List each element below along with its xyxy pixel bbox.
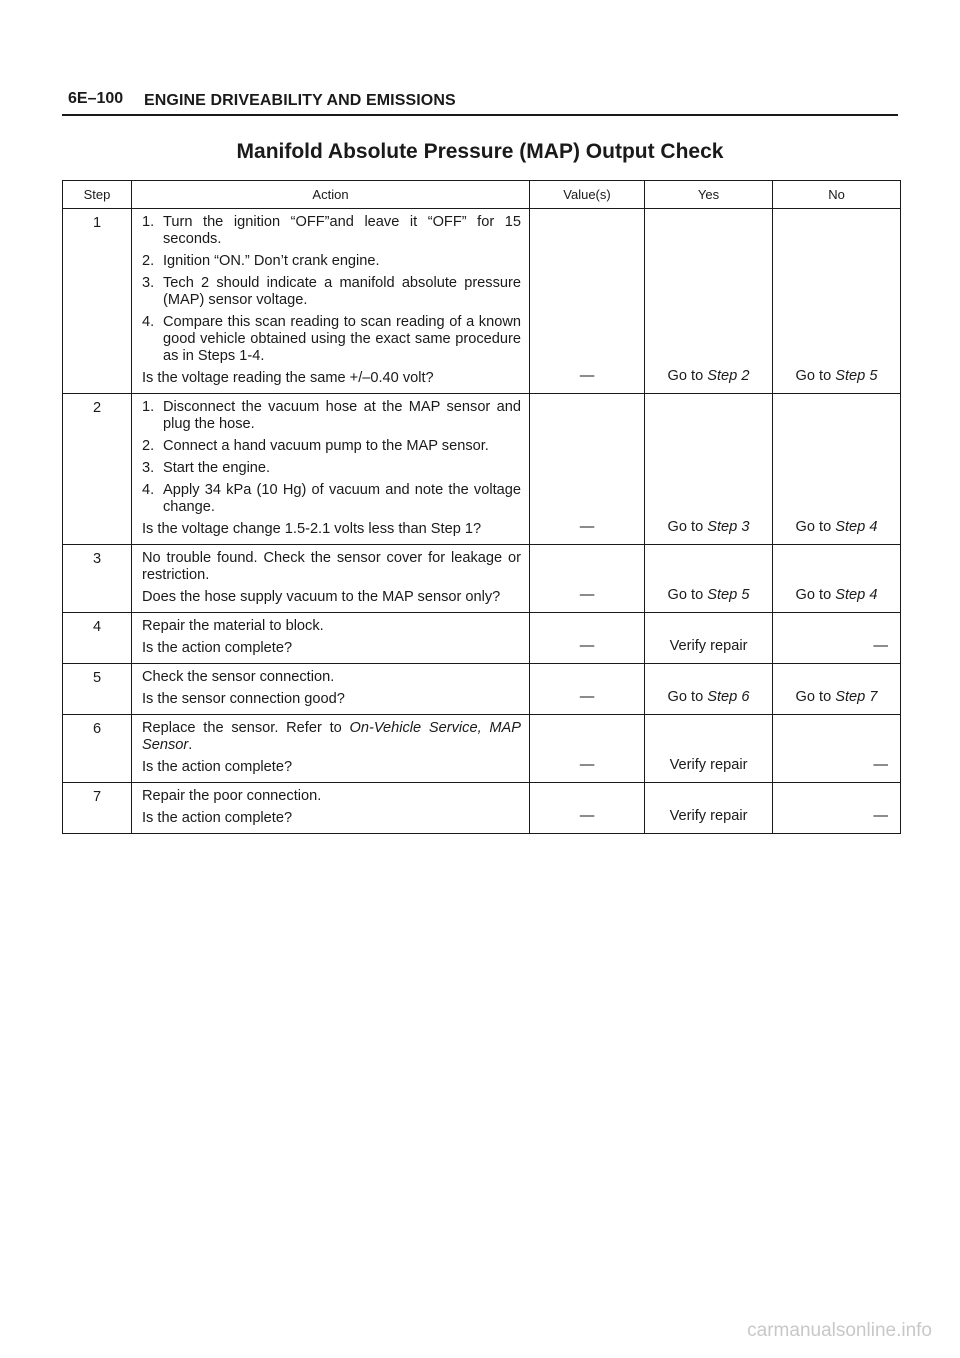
table-row — [63, 394, 901, 545]
value-cell: — — [530, 545, 645, 613]
diagnostic-table — [62, 180, 901, 834]
action-item: 3. Tech 2 should indicate a manifold absolute pressure (MAP) sensor voltage. — [142, 275, 521, 308]
step-number: 4 — [63, 613, 132, 664]
action-text: Repair the poor connection. — [142, 788, 322, 804]
yes-cell: Verify repair — [645, 783, 773, 834]
yes-step-link[interactable]: Step 6 — [707, 689, 750, 705]
no-cell: — — [773, 783, 901, 834]
no-cell: — — [773, 613, 901, 664]
value-cell: — — [530, 664, 645, 715]
yes-cell: Verify repair — [645, 613, 773, 664]
value-cell: — — [530, 209, 645, 394]
action-cell — [132, 715, 530, 783]
action-cell — [132, 545, 530, 613]
no-step-link[interactable]: Step 4 — [835, 519, 878, 535]
header-no: No — [773, 181, 901, 209]
value-cell: — — [530, 715, 645, 783]
yes-step-link[interactable]: Step 3 — [707, 519, 750, 535]
action-text: Repair the material to block. — [142, 618, 324, 634]
action-item: 2. Ignition “ON.” Don’t crank engine. — [142, 253, 380, 269]
header-step: Step — [63, 181, 132, 209]
no-cell: Go to Step 4 — [773, 545, 901, 613]
no-step-link[interactable]: Step 4 — [835, 587, 878, 603]
action-item: 4. Apply 34 kPa (10 Hg) of vacuum and note the voltage change. — [142, 482, 521, 515]
page-number: 6E–100 — [68, 90, 124, 107]
table-header-row — [63, 181, 901, 209]
document-title: Manifold Absolute Pressure (MAP) Output Check — [236, 140, 724, 163]
value-cell: — — [530, 783, 645, 834]
no-cell: — — [773, 715, 901, 783]
watermark: carmanualsonline.info — [747, 1320, 932, 1341]
table-row — [63, 664, 901, 715]
action-question: Is the action complete? — [142, 810, 293, 826]
table-row — [63, 209, 901, 394]
action-question: Is the voltage reading the same +/–0.40 volt? — [142, 370, 434, 386]
yes-cell: Go to Step 2 — [645, 209, 773, 394]
step-number: 1 — [63, 209, 132, 394]
action-question: Does the hose supply vacuum to the MAP sensor only? — [142, 589, 501, 605]
action-cell — [132, 664, 530, 715]
no-cell: Go to Step 5 — [773, 209, 901, 394]
table-row — [63, 613, 901, 664]
section-title: ENGINE DRIVEABILITY AND EMISSIONS — [144, 92, 456, 109]
table-row — [63, 783, 901, 834]
step-number: 2 — [63, 394, 132, 545]
yes-step-link[interactable]: Step 5 — [707, 587, 750, 603]
service-reference-link[interactable]: On-Vehicle Service, MAP Sensor — [142, 720, 521, 753]
action-item: 3. Start the engine. — [142, 460, 271, 476]
no-step-link[interactable]: Step 7 — [835, 689, 878, 705]
table-row — [63, 715, 901, 783]
action-item: 2. Connect a hand vacuum pump to the MAP sensor. — [142, 438, 489, 454]
action-cell — [132, 613, 530, 664]
action-question: Is the sensor connection good? — [142, 691, 345, 707]
action-text: Replace the sensor. Refer to On-Vehicle Service, MAP Sensor. — [142, 720, 521, 753]
table-row — [63, 545, 901, 613]
header-yes: Yes — [645, 181, 773, 209]
action-cell — [132, 783, 530, 834]
action-cell — [132, 394, 530, 545]
yes-step-link[interactable]: Step 2 — [707, 368, 750, 384]
no-cell: Go to Step 4 — [773, 394, 901, 545]
value-cell: — — [530, 613, 645, 664]
yes-cell: Go to Step 5 — [645, 545, 773, 613]
header-rule — [62, 114, 898, 116]
page-header — [62, 88, 898, 116]
step-number: 6 — [63, 715, 132, 783]
header-values: Value(s) — [530, 181, 645, 209]
no-cell: Go to Step 7 — [773, 664, 901, 715]
yes-cell: Go to Step 3 — [645, 394, 773, 545]
yes-cell: Verify repair — [645, 715, 773, 783]
action-item: 1. Turn the ignition “OFF”and leave it “OFF” for 15 seconds. — [142, 214, 521, 247]
action-question: Is the voltage change 1.5-2.1 volts less than Step 1? — [142, 521, 482, 537]
action-cell — [132, 209, 530, 394]
action-item: 1. Disconnect the vacuum hose at the MAP sensor and plug the hose. — [142, 399, 521, 432]
action-item: 4. Compare this scan reading to scan reading of a known good vehicle obtained using the exact same procedure as in Steps 1-4. — [142, 314, 521, 364]
action-text: No trouble found. Check the sensor cover for leakage or restriction. — [142, 550, 521, 583]
step-number: 5 — [63, 664, 132, 715]
step-number: 3 — [63, 545, 132, 613]
no-step-link[interactable]: Step 5 — [835, 368, 878, 384]
step-number: 7 — [63, 783, 132, 834]
action-question: Is the action complete? — [142, 640, 293, 656]
action-text: Check the sensor connection. — [142, 669, 335, 685]
header-action: Action — [132, 181, 530, 209]
action-question: Is the action complete? — [142, 759, 293, 775]
value-cell: — — [530, 394, 645, 545]
yes-cell: Go to Step 6 — [645, 664, 773, 715]
